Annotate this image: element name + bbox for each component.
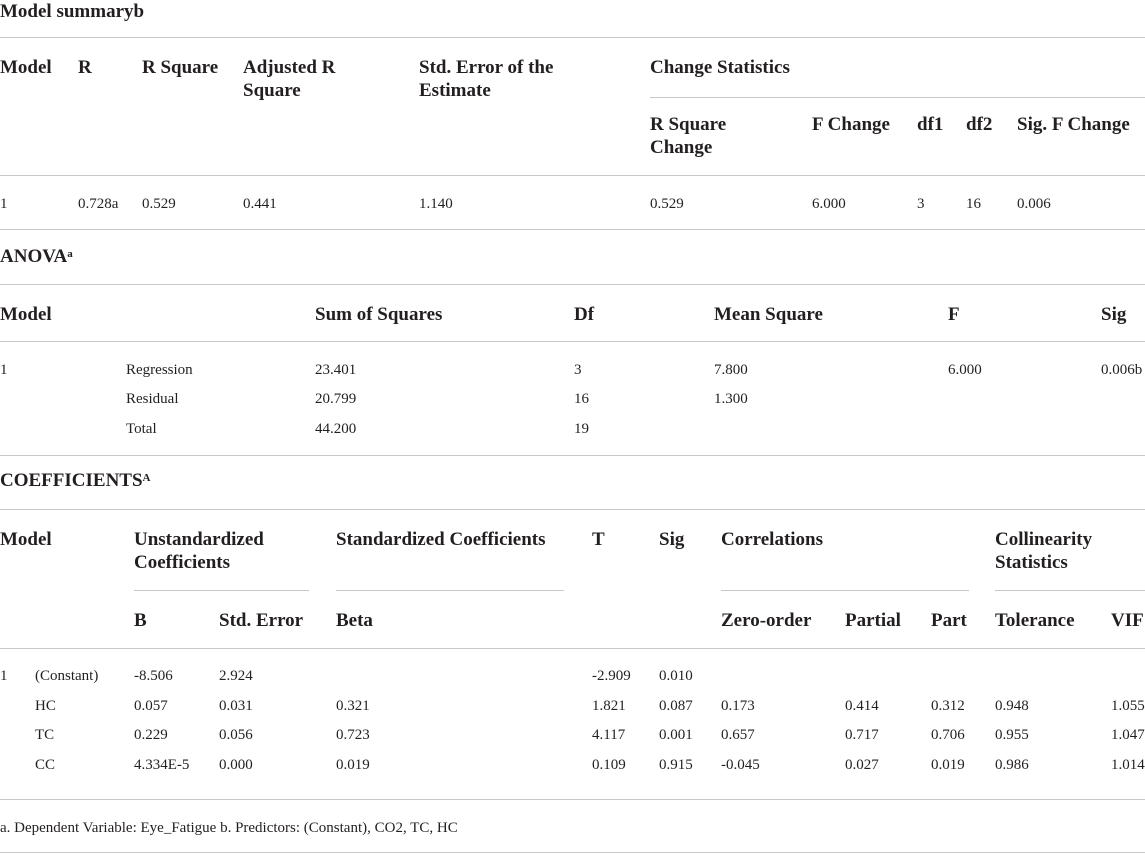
- coef-header-standardized: Standardized Coefficients: [336, 529, 546, 550]
- coef-header-vif: VIF: [1111, 610, 1144, 631]
- anova-cell-df: 16: [574, 391, 589, 407]
- coef-cell-sig: 0.001: [659, 727, 693, 743]
- ms-header-sig-f-change: Sig. F Change: [1017, 114, 1130, 135]
- coef-cell-std-error: 0.000: [219, 757, 253, 773]
- ms-header-model: Model: [0, 57, 52, 78]
- coef-cell-tolerance: 0.986: [995, 757, 1029, 773]
- anova-row-label: Total: [126, 421, 157, 437]
- anova-cell-df: 3: [574, 362, 582, 378]
- coef-cell-std-error: 0.056: [219, 727, 253, 743]
- coef-header-beta: Beta: [336, 610, 373, 631]
- ms-header-r: R: [78, 57, 92, 78]
- coef-cell-partial: 0.414: [845, 698, 879, 714]
- coef-header-std-error: Std. Error: [219, 610, 304, 631]
- anova-cell-sum-of-squares: 20.799: [315, 391, 357, 407]
- ms-header-df2: df2: [966, 114, 993, 135]
- ms-header-r-square-change: R Square Change: [650, 114, 727, 158]
- anova-header-df: Df: [574, 304, 595, 325]
- anova-cell-f: 6.000: [948, 362, 982, 378]
- divider: [0, 648, 1145, 649]
- coef-header-partial: Partial: [845, 610, 901, 631]
- coef-row-label: CC: [35, 757, 56, 773]
- coef-header-t: T: [592, 529, 605, 550]
- coef-header-collinearity: Collinearity Statistics: [995, 529, 1093, 573]
- change-statistics-underline: [650, 97, 1145, 98]
- model-summary-title: Model summaryb: [0, 1, 145, 22]
- coef-row-label: TC: [35, 727, 55, 743]
- ms-cell-r: 0.728a: [78, 196, 119, 212]
- coef-cell-sig: 0.915: [659, 757, 693, 773]
- coef-cell-tolerance: 0.955: [995, 727, 1029, 743]
- ms-cell-sig-f-change: 0.006: [1017, 196, 1051, 212]
- coef-row-label: HC: [35, 698, 56, 714]
- coef-header-zero-order: Zero-order: [721, 610, 812, 631]
- ms-cell-df1: 3: [917, 196, 925, 212]
- coef-cell-sig: 0.010: [659, 668, 693, 684]
- coef-cell-t: -2.909: [592, 668, 631, 684]
- unstandardized-underline: [134, 590, 309, 591]
- coef-cell-std-error: 0.031: [219, 698, 253, 714]
- anova-header-sum-of-squares: Sum of Squares: [315, 304, 443, 325]
- coef-cell-vif: 1.047: [1111, 727, 1145, 743]
- divider: [0, 799, 1145, 800]
- coef-header-part: Part: [931, 610, 967, 631]
- coef-cell-part: 0.019: [931, 757, 965, 773]
- ms-cell-model: 1: [0, 196, 8, 212]
- coef-cell-vif: 1.055: [1111, 698, 1145, 714]
- divider: [0, 229, 1145, 230]
- coef-header-b: B: [134, 610, 147, 631]
- divider: [0, 175, 1145, 176]
- ms-header-std-error: Std. Error of the Estimate: [419, 57, 554, 101]
- anova-cell-sig: 0.006b: [1101, 362, 1143, 378]
- ms-cell-std-error: 1.140: [419, 196, 453, 212]
- divider: [0, 284, 1145, 285]
- anova-cell-sum-of-squares: 44.200: [315, 421, 357, 437]
- anova-cell-df: 19: [574, 421, 589, 437]
- anova-header-mean-square: Mean Square: [714, 304, 823, 325]
- coef-cell-std-error: 2.924: [219, 668, 253, 684]
- coef-cell-b: 4.334E-5: [134, 757, 190, 773]
- coef-header-tolerance: Tolerance: [995, 610, 1075, 631]
- coef-cell-vif: 1.014: [1111, 757, 1145, 773]
- coef-cell-b: 0.229: [134, 727, 168, 743]
- ms-cell-adjusted-r-square: 0.441: [243, 196, 277, 212]
- standardized-underline: [336, 590, 564, 591]
- coef-cell-zero-order: 0.173: [721, 698, 755, 714]
- anova-header-sig: Sig: [1101, 304, 1127, 325]
- ms-cell-df2: 16: [966, 196, 981, 212]
- anova-row-label: Regression: [126, 362, 193, 378]
- divider: [0, 37, 1145, 38]
- table-footnote: a. Dependent Variable: Eye_Fatigue b. Predictors: (Constant), CO2, TC, HC: [0, 820, 458, 836]
- ms-header-df1: df1: [917, 114, 944, 135]
- correlations-underline: [721, 590, 969, 591]
- coef-header-model: Model: [0, 529, 52, 550]
- ms-cell-r-square-change: 0.529: [650, 196, 684, 212]
- anova-title: ANOVA$^a$: [0, 246, 73, 267]
- divider: [0, 455, 1145, 456]
- coef-cell-partial: 0.717: [845, 727, 879, 743]
- ms-cell-f-change: 6.000: [812, 196, 846, 212]
- coef-cell-beta: 0.723: [336, 727, 370, 743]
- coef-header-correlations: Correlations: [721, 529, 824, 550]
- coef-cell-part: 0.706: [931, 727, 965, 743]
- coef-cell-t: 1.821: [592, 698, 626, 714]
- coef-cell-tolerance: 0.948: [995, 698, 1029, 714]
- coef-cell-b: -8.506: [134, 668, 173, 684]
- anova-cell-model: 1: [0, 362, 8, 378]
- coef-cell-zero-order: -0.045: [721, 757, 760, 773]
- coef-header-sig: Sig: [659, 529, 685, 550]
- anova-cell-mean-square: 1.300: [714, 391, 748, 407]
- coef-cell-beta: 0.019: [336, 757, 370, 773]
- coefficients-title: $COEFFICIENTS^A$: [0, 470, 151, 491]
- coef-cell-t: 0.109: [592, 757, 626, 773]
- coef-cell-sig: 0.087: [659, 698, 693, 714]
- coef-cell-b: 0.057: [134, 698, 168, 714]
- ms-header-change-statistics: Change Statistics: [650, 57, 790, 78]
- coef-header-unstandardized: Unstandardized Coefficients: [134, 529, 264, 573]
- coef-cell-beta: 0.321: [336, 698, 370, 714]
- collinearity-underline: [995, 590, 1145, 591]
- anova-cell-sum-of-squares: 23.401: [315, 362, 357, 378]
- anova-header-model: Model: [0, 304, 52, 325]
- divider: [0, 509, 1145, 510]
- coef-cell-model: 1: [0, 668, 8, 684]
- coef-cell-part: 0.312: [931, 698, 965, 714]
- coef-cell-t: 4.117: [592, 727, 626, 743]
- coef-row-label: (Constant): [35, 668, 99, 684]
- anova-header-f: F: [948, 304, 960, 325]
- ms-header-f-change: F Change: [812, 114, 890, 135]
- coef-cell-zero-order: 0.657: [721, 727, 755, 743]
- coef-cell-partial: 0.027: [845, 757, 879, 773]
- divider: [0, 852, 1145, 853]
- anova-cell-mean-square: 7.800: [714, 362, 748, 378]
- ms-header-adjusted-r-square: Adjusted R Square: [243, 57, 336, 101]
- anova-row-label: Residual: [126, 391, 179, 407]
- ms-header-r-square: R Square: [142, 57, 219, 78]
- divider: [0, 341, 1145, 342]
- ms-cell-r-square: 0.529: [142, 196, 176, 212]
